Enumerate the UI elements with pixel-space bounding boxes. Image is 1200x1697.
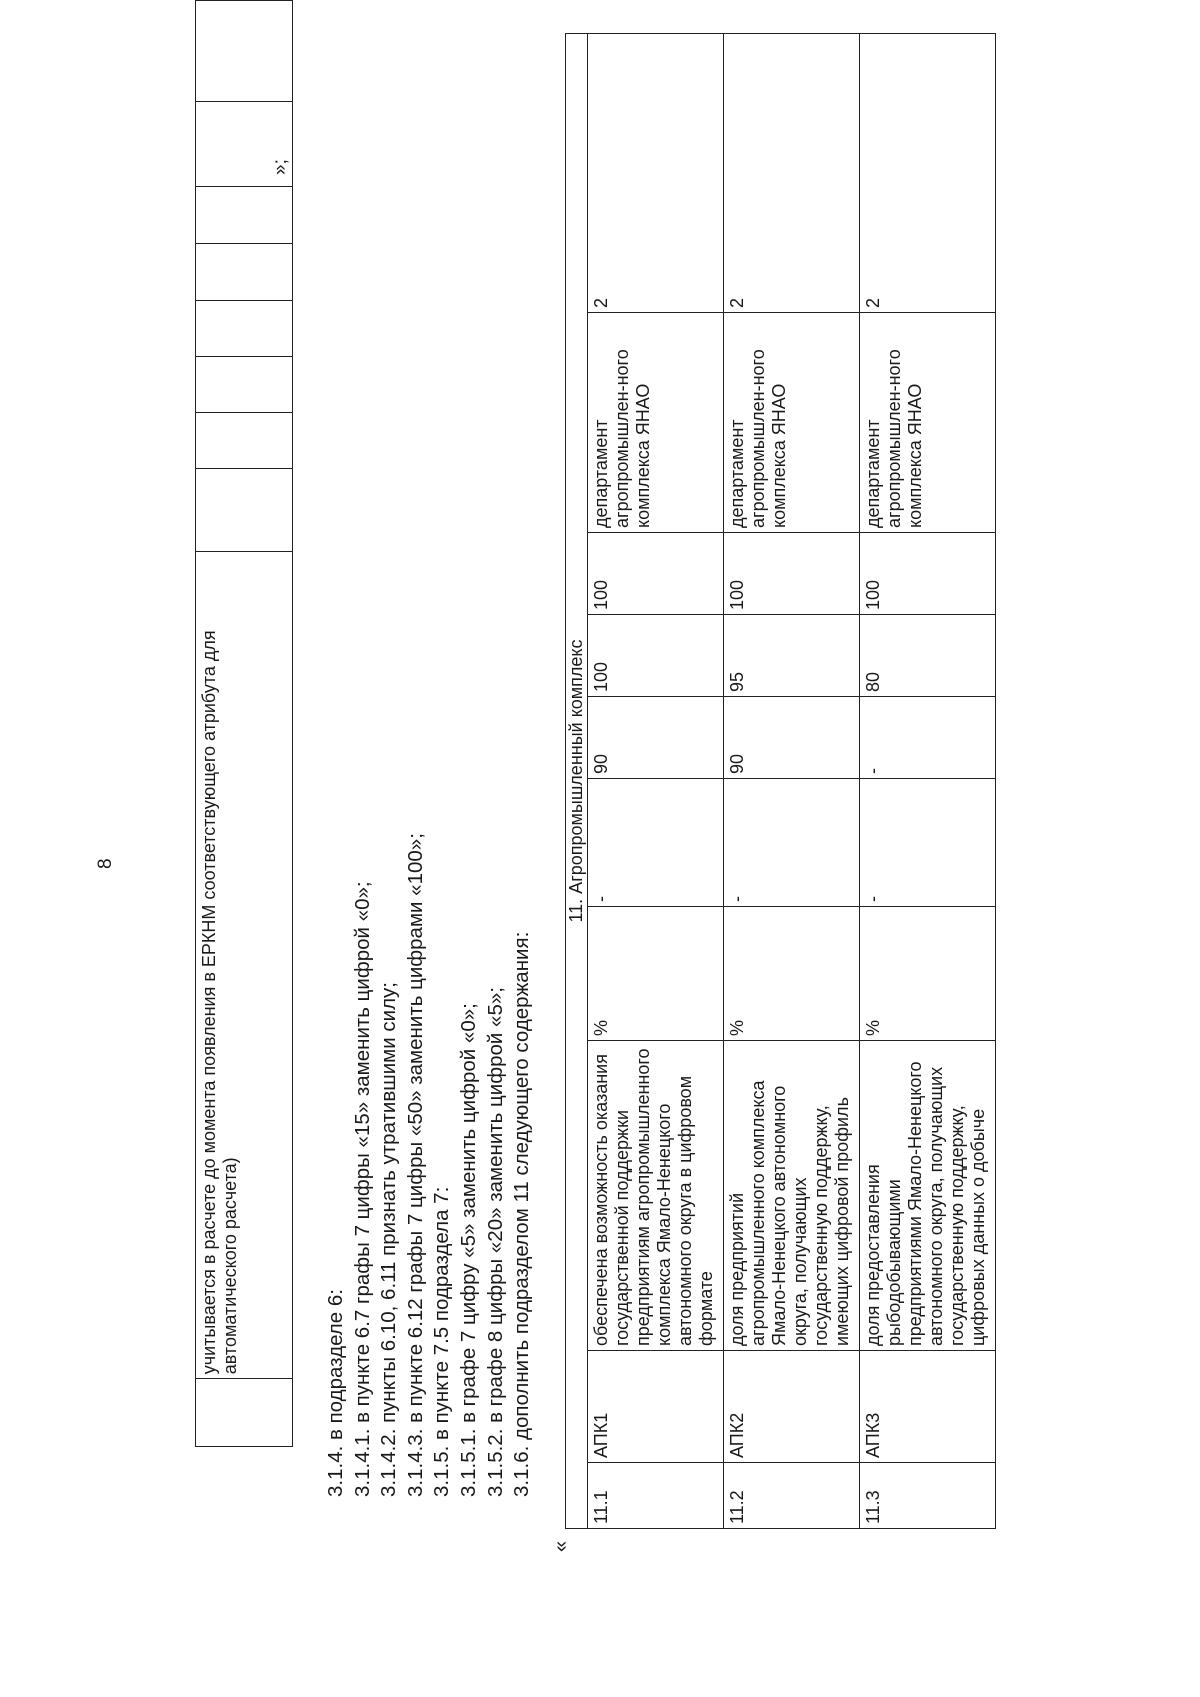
last-column-cell: 2 [860,34,996,313]
table-cell [196,1379,293,1447]
instruction-line: 3.1.4. в подразделе 6: [324,1289,347,1497]
section-title: 11. Агропромышленный комплекс [566,34,588,1529]
indicator-code: АПК1 [588,1351,724,1463]
description-text: учитывается в расчете до момента появления в ЕРКНМ соответствующего атрибута для автоматического расчета) [199,630,240,1375]
responsible-cell: департамент агропромышлен-ного комплекса ЯНАО [588,313,724,533]
instruction-line: 3.1.5.2. в графе 8 цифры «20» заменить цифрой «5»; [483,987,507,1497]
value-cell: 90 [588,697,724,779]
value-cell: - [724,779,860,907]
responsible-cell: департамент агропромышлен-ного комплекса ЯНАО [724,313,860,533]
row-number: 11.1 [588,1463,724,1529]
instruction-line: 3.1.6. дополнить подразделом 11 следующего содержания: [510,931,534,1497]
value-cell: - [860,779,996,907]
table-cell [196,552,293,1379]
indicator-code: АПК2 [724,1351,860,1463]
table-cell [196,300,293,356]
row-number: 11.2 [724,1463,860,1529]
indicator-name: доля предоставления рыбодобывающими предприятиями Ямало-Ненецкого автономного округа, получающих государственную поддержку, цифровых данных о добыче [860,1041,996,1351]
closing-quote-mark: »; [270,159,291,175]
responsible-cell: департамент агропромышлен-ного комплекса ЯНАО [860,313,996,533]
value-cell: 100 [724,533,860,615]
unit-cell: % [860,907,996,1041]
table-row [196,1,293,1447]
amendment-instructions [323,833,536,1497]
instruction-line: 3.1.4.1. в пункте 6.7 графы 7 цифры «15» заменить цифрой «0»; [350,881,374,1497]
instruction-line: 3.1.4.3. в пункте 6.12 графы 7 цифры «50» заменить цифрами «100»; [403,833,427,1497]
last-column-cell: 2 [588,34,724,313]
opening-quote-mark: « [550,1540,572,1552]
indicator-code: АПК3 [860,1351,996,1463]
last-column-cell: 2 [724,34,860,313]
table-row [724,34,860,1529]
section-title-row [566,34,588,1529]
value-cell: - [860,697,996,779]
table-cell [196,469,293,552]
instruction-line: 3.1.4.2. пункты 6.10, 6.11 признать утратившими силу; [377,982,401,1497]
value-cell: 100 [860,533,996,615]
instruction-line: 3.1.5. в пункте 7.5 подраздела 7: [430,1186,454,1497]
value-cell: - [588,779,724,907]
continuation-table [195,0,293,1447]
value-cell: 100 [588,533,724,615]
table-cell [196,356,293,412]
indicator-name: обеспечена возможность оказания государственной поддержки предприятиям агропромышленного комплекса Ямало-Ненецкого автономного округа в цифровом формате [588,1041,724,1351]
section-11-table [565,33,996,1529]
value-cell: 100 [588,615,724,697]
row-number: 11.3 [860,1463,996,1529]
table-cell [196,243,293,300]
table-cell [196,412,293,468]
page-number: 8 [95,858,116,869]
table-cell [196,187,293,244]
unit-cell: % [724,907,860,1041]
table-cell [196,1,293,102]
table-row [588,34,724,1529]
value-cell: 80 [860,615,996,697]
instruction-line: 3.1.5.1. в графе 7 цифру «5» заменить цифрой «0»; [456,1003,480,1497]
value-cell: 90 [724,697,860,779]
value-cell: 95 [724,615,860,697]
table-row [860,34,996,1529]
indicator-name: доля предприятий агропромышленного комплекса Ямало-Ненецкого автономного округа, получающих государственную поддержку, имеющих цифровой профиль [724,1041,860,1351]
unit-cell: % [588,907,724,1041]
